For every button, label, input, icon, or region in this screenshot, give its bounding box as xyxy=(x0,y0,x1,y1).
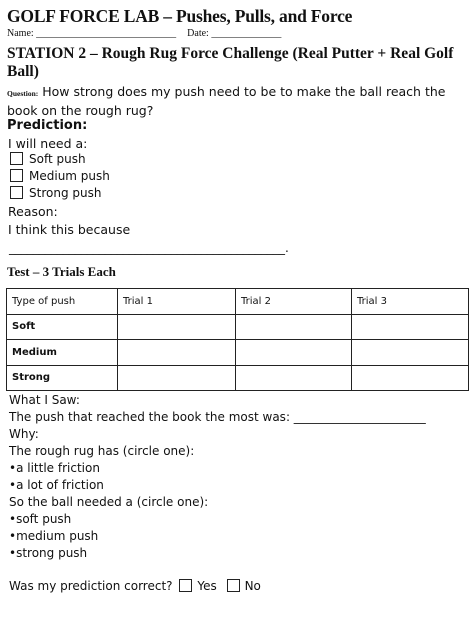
checkbox-yes[interactable] xyxy=(179,579,192,592)
reached-most-prompt[interactable]: The push that reached the book the most was: ______________________ xyxy=(9,410,426,424)
rug-has-prompt: The rough rug has (circle one): xyxy=(9,444,195,458)
reason-label: Reason: xyxy=(8,204,58,219)
friction-option-lot[interactable]: •a lot of friction xyxy=(9,478,104,492)
ball-needed-prompt: So the ball needed a (circle one): xyxy=(9,495,209,509)
prediction-heading: Prediction: xyxy=(7,118,88,133)
name-date-row xyxy=(7,28,281,39)
table-row xyxy=(7,340,469,366)
checkbox-no[interactable] xyxy=(227,579,240,592)
station-heading: STATION 2 – Rough Rug Force Challenge (Real Putter + Real Golf Ball) xyxy=(7,45,454,80)
question-text: How strong does my push need to be to make the ball reach the book on the rough rug? xyxy=(7,84,446,118)
checkbox-strong-push[interactable] xyxy=(10,186,23,199)
cell-strong-trial-1[interactable] xyxy=(118,365,236,391)
cell-strong-trial-2[interactable] xyxy=(236,365,352,391)
header-trial-2: Trial 2 xyxy=(236,289,352,315)
row-label-strong: Strong xyxy=(7,365,118,391)
header-trial-1: Trial 1 xyxy=(118,289,236,315)
trials-table xyxy=(6,288,469,391)
reason-prompt: I think this because xyxy=(8,222,131,237)
question-label: Question: xyxy=(7,89,39,98)
date-field[interactable]: ______________ xyxy=(211,28,282,39)
push-option-strong[interactable]: •strong push xyxy=(9,546,88,560)
checkbox-medium-push[interactable] xyxy=(10,169,23,182)
table-row xyxy=(7,365,469,391)
table-header-row xyxy=(7,289,469,315)
table-row xyxy=(7,314,469,340)
cell-soft-trial-3[interactable] xyxy=(352,314,469,340)
option-strong-push[interactable] xyxy=(10,186,101,200)
option-label: Strong push xyxy=(29,186,102,200)
test-heading: Test – 3 Trials Each xyxy=(7,264,116,279)
cell-strong-trial-3[interactable] xyxy=(352,365,469,391)
header-type-of-push: Type of push xyxy=(7,289,118,315)
no-label: No xyxy=(244,579,261,593)
cell-medium-trial-1[interactable] xyxy=(118,340,236,366)
yes-label: Yes xyxy=(197,579,217,593)
option-label: Medium push xyxy=(29,169,110,183)
push-option-medium[interactable]: •medium push xyxy=(9,529,99,543)
prediction-correct-question: Was my prediction correct? xyxy=(9,579,173,593)
worksheet-title: GOLF FORCE LAB – Pushes, Pulls, and Force xyxy=(7,6,353,26)
what-i-saw-label: What I Saw: xyxy=(9,393,80,407)
i-will-need-label: I will need a: xyxy=(8,136,88,151)
why-label: Why: xyxy=(9,427,39,441)
date-label: Date: xyxy=(187,28,209,39)
prediction-correct-row xyxy=(9,579,261,593)
cell-soft-trial-2[interactable] xyxy=(236,314,352,340)
cell-medium-trial-2[interactable] xyxy=(236,340,352,366)
question-block xyxy=(7,83,469,119)
header-trial-3: Trial 3 xyxy=(352,289,469,315)
option-label: Soft push xyxy=(29,152,86,166)
cell-soft-trial-1[interactable] xyxy=(118,314,236,340)
option-soft-push[interactable] xyxy=(10,152,86,166)
cell-medium-trial-3[interactable] xyxy=(352,340,469,366)
push-option-soft[interactable]: •soft push xyxy=(9,512,72,526)
friction-option-little[interactable]: •a little friction xyxy=(9,461,100,475)
checkbox-soft-push[interactable] xyxy=(10,152,23,165)
reason-answer-line[interactable]: ______________________________________________. xyxy=(9,241,289,255)
row-label-medium: Medium xyxy=(7,340,118,366)
option-medium-push[interactable] xyxy=(10,169,110,183)
name-field[interactable]: ____________________________ xyxy=(36,28,177,39)
name-label: Name: xyxy=(7,28,34,39)
row-label-soft: Soft xyxy=(7,314,118,340)
